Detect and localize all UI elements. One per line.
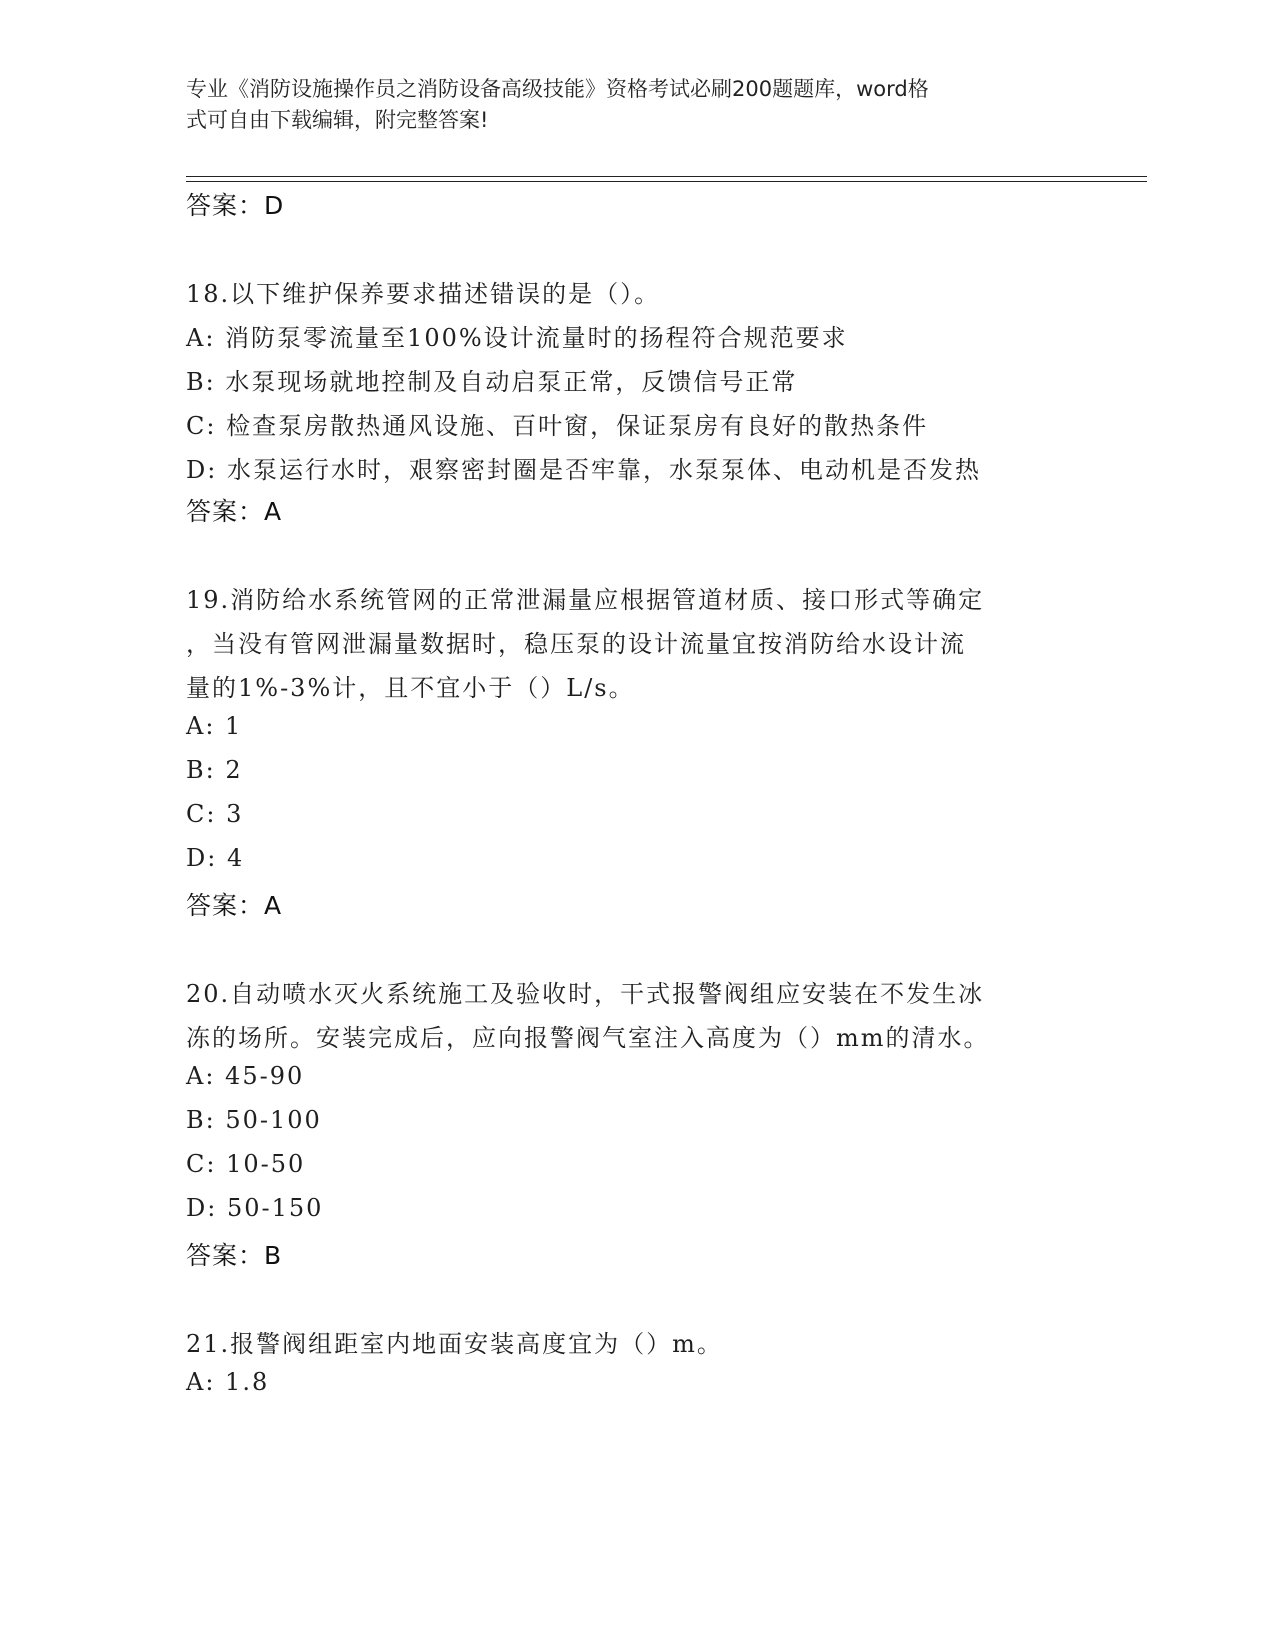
question-18-option-b: B: 水泵现场就地控制及自动启泵正常，反馈信号正常: [186, 368, 798, 396]
question-21-stem: 21.报警阀组距室内地面安装高度宜为（）m。: [186, 1330, 723, 1358]
header-line-2: 式可自由下载编辑，附完整答案!: [186, 108, 489, 132]
question-20-option-d: D: 50-150: [186, 1194, 324, 1222]
question-18-stem: 18.以下维护保养要求描述错误的是（）。: [186, 280, 661, 308]
answer-q20: 答案：B: [186, 1241, 283, 1270]
header-divider-bottom: [186, 181, 1147, 182]
question-20-stem-line-1: 20.自动喷水灭火系统施工及验收时，干式报警阀组应安装在不发生冰: [186, 980, 985, 1008]
question-20-option-b: B: 50-100: [186, 1106, 322, 1134]
question-18-option-a: A: 消防泵零流量至100%设计流量时的扬程符合规范要求: [186, 324, 848, 352]
question-20-option-c: C: 10-50: [186, 1150, 306, 1178]
question-19-option-b: B: 2: [186, 756, 243, 784]
question-18-option-c: C: 检查泵房散热通风设施、百叶窗，保证泵房有良好的散热条件: [186, 412, 929, 440]
question-19-option-a: A: 1: [186, 712, 243, 740]
answer-q18: 答案：A: [186, 497, 283, 526]
question-19-stem-line-1: 19.消防给水系统管网的正常泄漏量应根据管道材质、接口形式等确定: [186, 586, 985, 614]
question-18-option-d: D: 水泵运行水时，艰察密封圈是否牢靠，水泵泵体、电动机是否发热: [186, 456, 981, 484]
header-line-1: 专业《消防设施操作员之消防设备高级技能》资格考试必刷200题题库，word格: [186, 77, 929, 101]
question-20-stem-line-2: 冻的场所。安装完成后，应向报警阀气室注入高度为（）mm的清水。: [186, 1024, 990, 1052]
question-19-stem-line-3: 量的1%-3%计，且不宜小于（）L/s。: [186, 674, 635, 702]
document-header: [186, 74, 1066, 136]
answer-q19: 答案：A: [186, 891, 283, 920]
question-21-option-a: A: 1.8: [186, 1368, 270, 1396]
question-19-option-d: D: 4: [186, 844, 245, 872]
answer-q17: 答案：D: [186, 191, 285, 220]
question-19-stem-line-2: ，当没有管网泄漏量数据时，稳压泵的设计流量宜按消防给水设计流: [186, 630, 966, 658]
question-20-option-a: A: 45-90: [186, 1062, 305, 1090]
question-19-option-c: C: 3: [186, 800, 244, 828]
header-divider-top: [186, 176, 1147, 177]
